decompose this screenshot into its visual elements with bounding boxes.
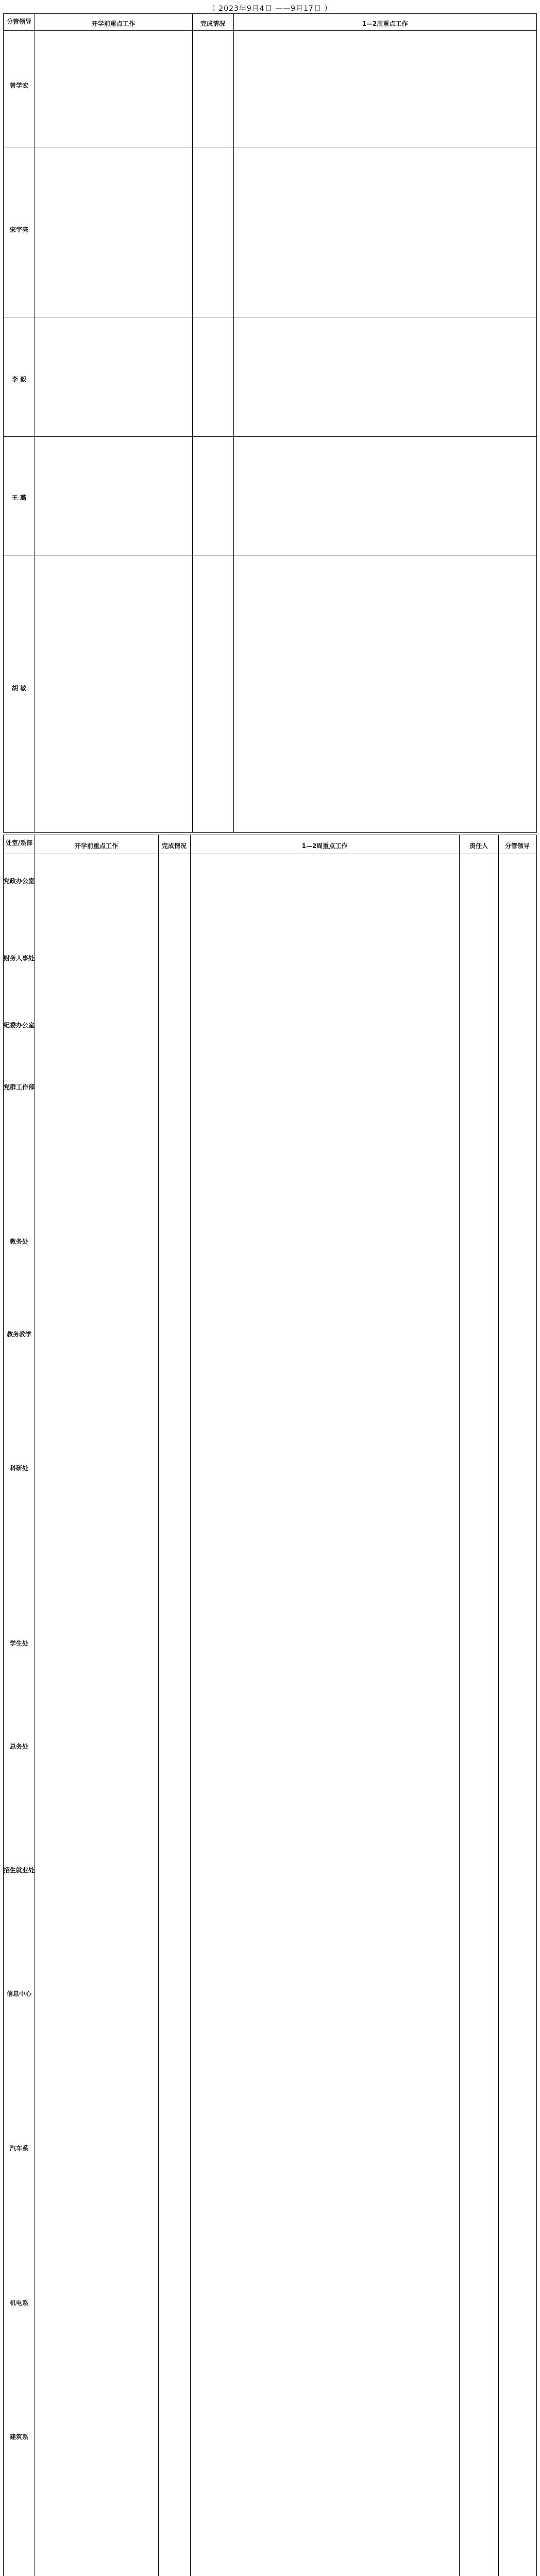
leader-work-table (3, 13, 537, 833)
dept-name: 总务处 (9, 1743, 28, 1750)
col-head-pre-term: 开学前重点工作 (91, 20, 135, 27)
col-head-leader: 分管领导 (504, 842, 530, 850)
col-head-pre-term: 开学前重点工作 (74, 842, 118, 850)
dept-name: 招生就业处 (4, 1867, 35, 1874)
col-head-leader: 分管领导 (6, 18, 31, 25)
dept-name: 教务教学 (6, 1331, 31, 1338)
leader-name: 胡 敏 (11, 685, 27, 692)
col-head-week-plan: 1—2周重点工作 (301, 842, 348, 850)
leader-name: 宋宇亮 (9, 226, 28, 233)
dept-name: 纪委办公室 (4, 1022, 35, 1029)
leader-name: 李 毅 (11, 376, 27, 383)
dept-name: 学生处 (9, 1640, 28, 1647)
dept-name: 信息中心 (6, 1990, 31, 1997)
dept-name: 党政办公室 (4, 877, 35, 885)
dept-name: 汽车系 (9, 2145, 28, 2152)
col-head-status: 完成情况 (200, 20, 225, 27)
col-head-week-plan: 1—2周重点工作 (362, 20, 408, 27)
dept-name: 科研处 (9, 1465, 28, 1472)
leader-name: 王 璐 (11, 494, 27, 501)
leader-name: 曾学宏 (9, 82, 28, 89)
department-work-table (3, 835, 537, 2576)
date-range-header: （ 2023年9月4日 ——9月17日 ） (208, 5, 332, 13)
dept-name: 建筑系 (9, 2433, 28, 2441)
dept-name: 机电系 (9, 2299, 28, 2307)
col-head-dept: 处室/系部 (5, 839, 33, 846)
dept-name: 教务处 (9, 1238, 28, 1245)
dept-name: 党群工作部 (4, 1083, 35, 1091)
col-head-status: 完成情况 (161, 842, 187, 850)
col-head-owner: 责任人 (469, 842, 488, 850)
dept-name: 财务人事处 (4, 955, 35, 962)
